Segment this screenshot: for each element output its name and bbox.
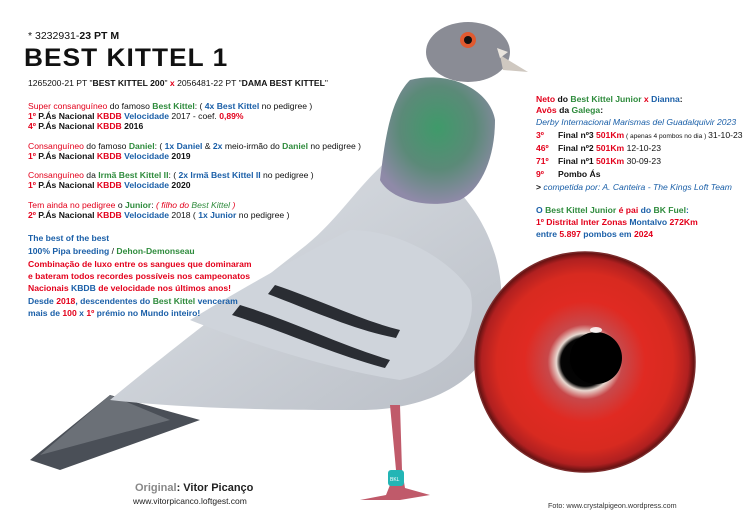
credit-url[interactable]: www.vitorpicanco.loftgest.com (133, 496, 247, 506)
block5-line4: e bateram todos recordes possíveis nos campeonatos (28, 271, 251, 281)
svg-text:BKL: BKL (390, 477, 400, 483)
right-line1: Neto do Best Kittel Junior x Dianna: (536, 94, 683, 104)
competed-by: > competida por: A. Canteira - The Kings Loft Team (536, 182, 732, 192)
parents-line: 1265200-21 PT "BEST KITTEL 200" x 2056481-22 PT "DAMA BEST KITTEL" (28, 78, 328, 88)
right-line2: Avôs da Galega: (536, 105, 604, 115)
block5-line5: Nacionais KBDB de velocidade nos últimos anos! (28, 283, 231, 293)
result-row-1: 3º Final nº3 501Km ( apenas 4 pombos no dia ) 31-10-23 (536, 130, 743, 140)
block4-line1: Tem ainda no pedigree o Junior: ( filho do Best Kittel ) (28, 200, 236, 210)
block1-line3: 4º P.Ás Nacional KBDB 2016 (28, 121, 144, 131)
result-row-4: 9º Pombo Ás (536, 169, 601, 179)
eye-pupil (570, 332, 622, 384)
derby-title: Derby Internacional Marismas del Guadalquivir 2023 (536, 117, 737, 127)
block2-line2: 1º P.Ás Nacional KBDB Velocidade 2019 (28, 151, 191, 161)
block5-line2: 100% Pipa breeding / Dehon-Demonseau (28, 246, 195, 256)
block4-line2: 2º P.Ás Nacional KBDB Velocidade 2018 ( 1x Junior no pedigree ) (28, 210, 290, 220)
block3-line1: Consanguíneo da Irmã Best Kittel II: ( 2x Irmã Best Kittel II no pedigree ) (28, 170, 314, 180)
block1-line1: Super consanguíneo do famoso Best Kittel: ( 4x Best Kittel no pedigree ) (28, 101, 313, 111)
block5-heading: The best of the best (28, 233, 110, 243)
bk-fuel-line2: 1º Distrital Inter Zonas Montalvo 272Km (536, 217, 698, 227)
page-title: BEST KITTEL 1 (24, 44, 229, 72)
ring-number: * 3232931-23 PT M (28, 30, 120, 42)
block5-line6: Desde 2018, descendentes do Best Kittel venceram (28, 296, 238, 306)
pigeon-neck (380, 77, 495, 204)
bk-fuel-line3: entre 5.897 pombos em 2024 (536, 229, 654, 239)
block1-line2: 1º P.Ás Nacional KBDB Velocidade 2017 - coef. 0,89% (28, 111, 244, 121)
pigeon-head (426, 22, 510, 82)
block2-line1: Consanguíneo do famoso Daniel: ( 1x Daniel & 2x meio-irmão do Daniel no pedigree ) (28, 141, 361, 151)
block5-line7: mais de 100 x 1º prémio no Mundo inteiro! (28, 308, 201, 318)
original-credit: Original: Vitor Picanço (135, 482, 254, 494)
result-row-3: 71º Final nº1 501Km 30-09-23 (536, 156, 661, 166)
bk-fuel-line1: O Best Kittel Junior é pai do BK Fuel: (536, 205, 689, 215)
block5-line3: Combinação de luxo entre os sangues que dominaram (28, 259, 252, 269)
photo-credit: Foto: www.crystalpigeon.wordpress.com (548, 501, 677, 510)
result-row-2: 46º Final nº2 501Km 12-10-23 (536, 143, 661, 153)
block3-line2: 1º P.Ás Nacional KBDB Velocidade 2020 (28, 180, 191, 190)
